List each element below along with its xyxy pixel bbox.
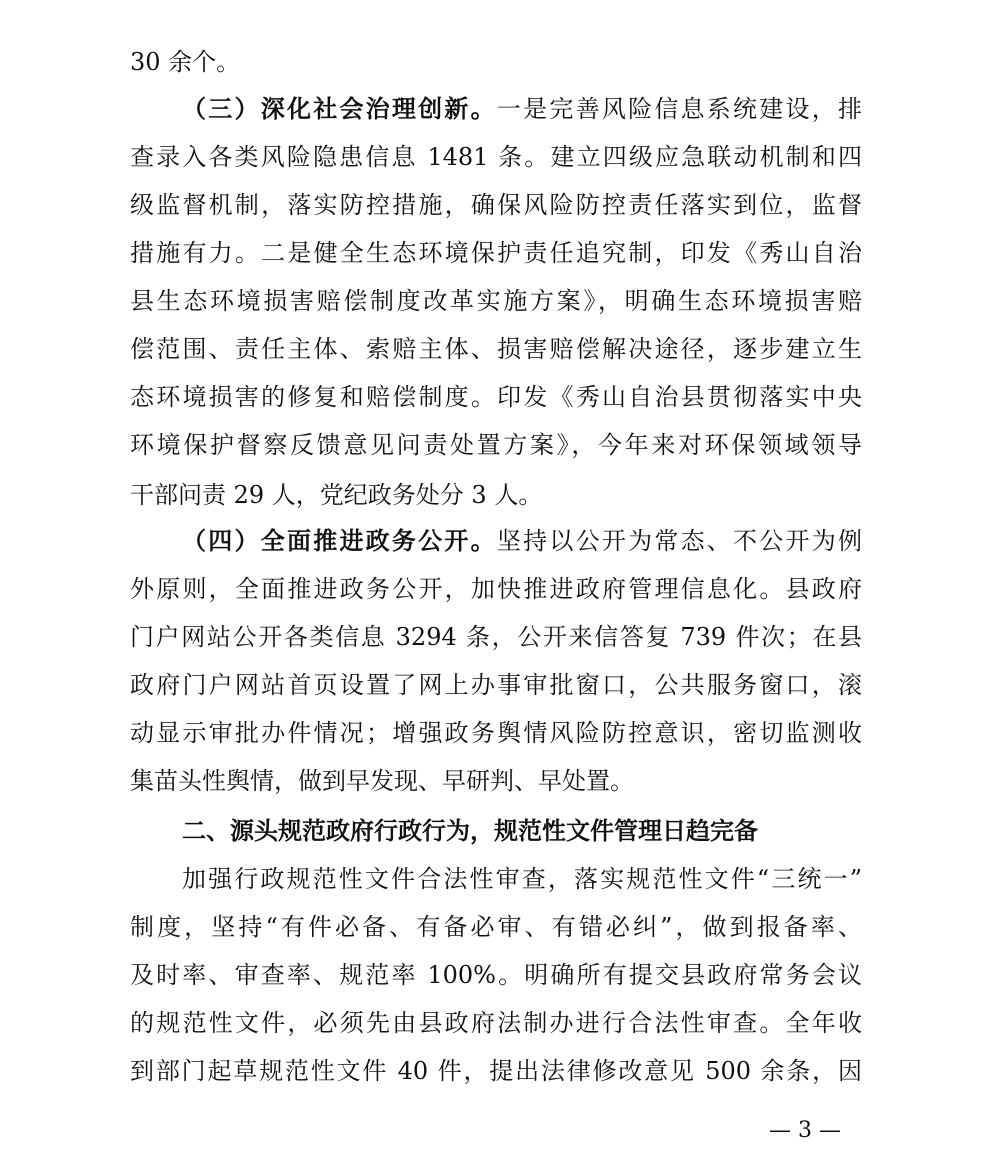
line-text: 外原则，全面推进政务公开，加快推进政府管理信息化。县政府 — [130, 575, 862, 603]
line-text: 查录入各类风险隐患信息 1481 条。建立四级应急联动机制和四 — [130, 143, 862, 171]
body-line — [130, 1051, 862, 1091]
page-number: — 3 — — [769, 1118, 841, 1143]
line-text: 态环境损害的修复和赔偿制度。印发《秀山自治县贯彻落实中央 — [130, 383, 862, 411]
line-text: 制度，坚持“有件必备、有备必审、有错必纠”，做到报备率、 — [130, 913, 862, 941]
section-heading-four: （四）全面推进政务公开。 — [182, 527, 497, 555]
section-line-three — [182, 89, 862, 129]
chapter-heading-text: 二、源头规范政府行政行为，规范性文件管理日趋完备 — [182, 817, 758, 845]
body-line — [130, 425, 862, 465]
line-text: 干部问责 29 人，党纪政务处分 3 人。 — [130, 481, 543, 509]
line-text: 坚持以公开为常态、不公开为例 — [496, 527, 863, 555]
body-line — [130, 907, 862, 947]
line-text: 集苗头性舆情，做到早发现、早研判、早处置。 — [130, 767, 634, 795]
line-text: 动显示审批办件情况；增强政务舆情风险防控意识，密切监测收 — [130, 719, 862, 747]
body-line — [130, 329, 862, 369]
line-text: 到部门起草规范性文件 40 件，提出法律修改意见 500 余条，因 — [130, 1057, 862, 1085]
line-text: 措施有力。二是健全生态环境保护责任追究制，印发《秀山自治 — [130, 239, 862, 267]
body-line — [130, 377, 862, 417]
line-text: 加强行政规范性文件合法性审查，落实规范性文件“三统一” — [182, 865, 862, 893]
body-line — [130, 761, 862, 801]
body-line — [130, 1003, 862, 1043]
body-line — [130, 281, 862, 321]
line-text: 县生态环境损害赔偿制度改革实施方案》，明确生态环境损害赔 — [130, 287, 862, 315]
body-line — [130, 713, 862, 753]
chapter-heading-two — [182, 811, 862, 851]
line-text: 环境保护督察反馈意见问责处置方案》，今年来对环保领域领导 — [130, 431, 862, 459]
body-line — [130, 185, 862, 225]
body-line — [130, 42, 862, 82]
line-text: 一是完善风险信息系统建设，排 — [496, 95, 863, 123]
body-line — [130, 569, 862, 609]
line-text: 门户网站公开各类信息 3294 条，公开来信答复 739 件次；在县 — [130, 623, 862, 651]
section-heading-three: （三）深化社会治理创新。 — [182, 95, 497, 123]
body-line — [182, 859, 862, 899]
section-line-four — [182, 521, 862, 561]
body-line — [130, 137, 862, 177]
body-line — [130, 955, 862, 995]
body-line — [130, 233, 862, 273]
body-line — [130, 617, 862, 657]
line-text: 政府门户网站首页设置了网上办事审批窗口，公共服务窗口，滚 — [130, 671, 862, 699]
line-text: 及时率、审查率、规范率 100%。明确所有提交县政府常务会议 — [130, 961, 862, 989]
body-line — [130, 475, 862, 515]
line-text: 级监督机制，落实防控措施，确保风险防控责任落实到位，监督 — [130, 191, 862, 219]
line-text: 30 余个。 — [130, 48, 241, 76]
line-text: 的规范性文件，必须先由县政府法制办进行合法性审查。全年收 — [130, 1009, 862, 1037]
line-text: 偿范围、责任主体、索赔主体、损害赔偿解决途径，逐步建立生 — [130, 335, 862, 363]
body-line — [130, 665, 862, 705]
